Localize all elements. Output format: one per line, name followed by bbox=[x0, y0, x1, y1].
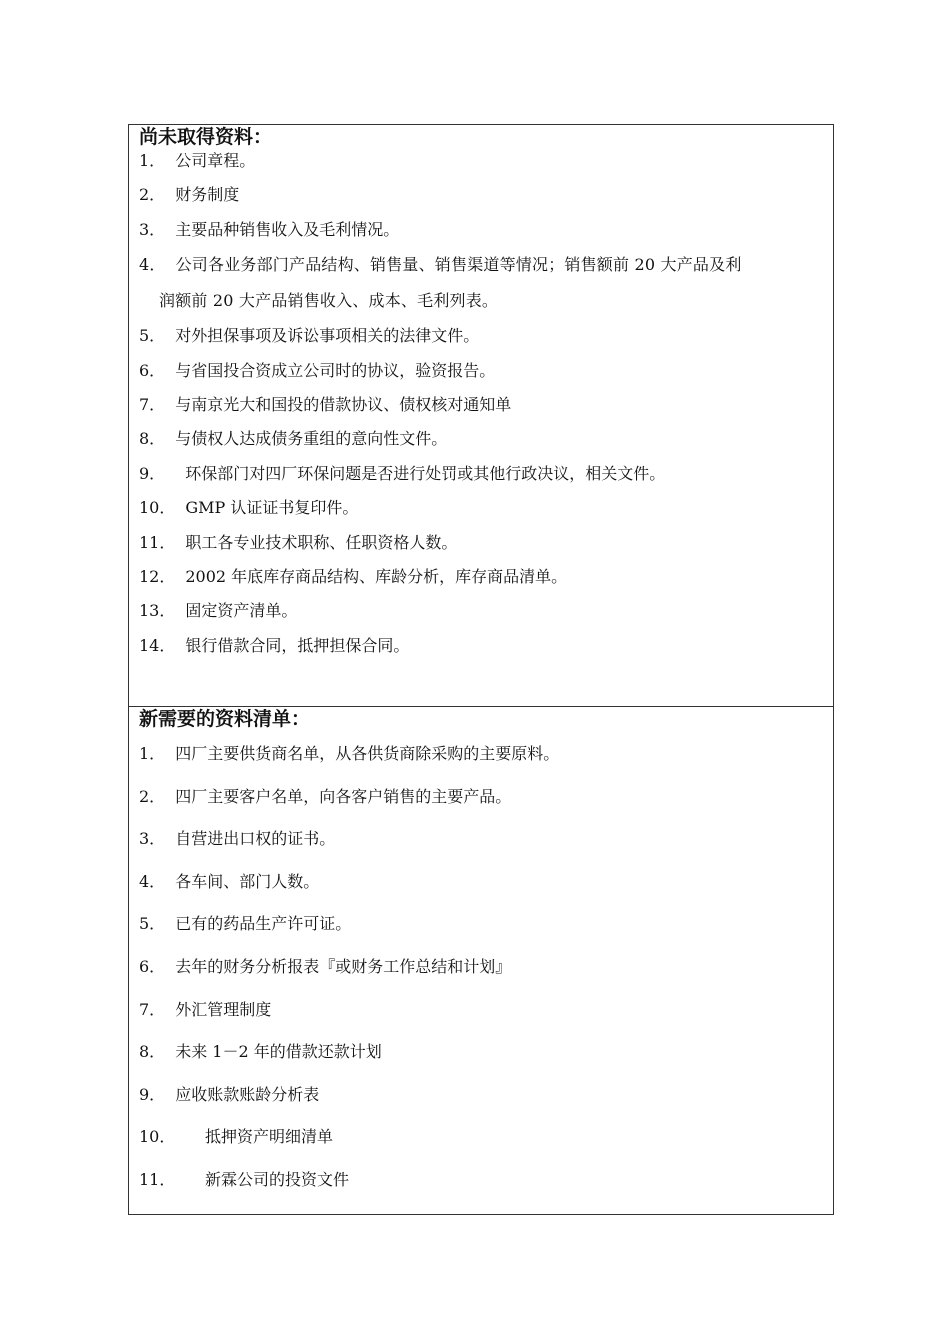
list-item bbox=[139, 776, 825, 819]
list-item bbox=[139, 733, 825, 776]
item-text: 环保部门对四厂环保问题是否进行处罚或其他行政决议，相关文件。 bbox=[185, 463, 666, 483]
item-number: 11． bbox=[139, 532, 176, 552]
item-text: 外汇管理制度 bbox=[175, 999, 272, 1019]
item-number: 4． bbox=[139, 255, 166, 275]
item-text: 新霖公司的投资文件 bbox=[205, 1169, 350, 1189]
item-number: 12． bbox=[139, 567, 176, 587]
item-text: 应收账款账龄分析表 bbox=[175, 1084, 320, 1104]
item-number: 8． bbox=[139, 1042, 166, 1062]
item-text: 四厂主要客户名单，向各客户销售的主要产品。 bbox=[175, 786, 512, 806]
item-text: 职工各专业技术职称、任职资格人数。 bbox=[185, 532, 458, 552]
item-text: 未来 1－2 年的借款还款计划 bbox=[175, 1042, 382, 1062]
required-materials-section bbox=[129, 707, 833, 1214]
item-text: 已有的药品生产许可证。 bbox=[175, 914, 352, 934]
item-number: 1． bbox=[139, 151, 166, 170]
item-number: 2． bbox=[139, 786, 166, 806]
item-number: 3． bbox=[139, 829, 166, 849]
item-number: 9． bbox=[139, 1084, 166, 1104]
list-item bbox=[139, 989, 825, 1032]
item-text: 对外担保事项及诉讼事项相关的法律文件。 bbox=[175, 326, 480, 346]
list-item bbox=[139, 946, 825, 989]
item-number: 1． bbox=[139, 744, 166, 763]
item-text: 各车间、部门人数。 bbox=[175, 871, 320, 891]
list-item bbox=[139, 629, 825, 663]
item-number: 10． bbox=[139, 498, 176, 518]
item-text: 公司章程。 bbox=[175, 151, 256, 170]
item-text: 与省国投合资成立公司时的协议，验资报告。 bbox=[175, 360, 496, 380]
item-text: 主要品种销售收入及毛利情况。 bbox=[175, 219, 400, 239]
list-item bbox=[139, 1159, 825, 1202]
list-item bbox=[139, 178, 825, 212]
item-number: 14． bbox=[139, 635, 176, 655]
item-text: GMP 认证证书复印件。 bbox=[185, 498, 359, 518]
item-number: 13． bbox=[139, 601, 176, 621]
item-text-continued: 润额前 20 大产品销售收入、成本、毛利列表。 bbox=[159, 291, 499, 311]
section-title: 新需要的资料清单： bbox=[139, 708, 311, 730]
item-number: 8． bbox=[139, 429, 166, 449]
item-text: 与南京光大和国投的借款协议、债权核对通知单 bbox=[175, 395, 512, 415]
item-text: 2002 年底库存商品结构、库龄分析，库存商品清单。 bbox=[185, 567, 568, 587]
list-item bbox=[139, 247, 825, 319]
item-text: 去年的财务分析报表『或财务工作总结和计划』 bbox=[175, 956, 512, 976]
item-number: 9． bbox=[139, 463, 166, 483]
list-item bbox=[139, 213, 825, 247]
section-title: 尚未取得资料： bbox=[139, 126, 273, 148]
pending-materials-list bbox=[139, 144, 825, 663]
item-number: 11． bbox=[139, 1169, 176, 1189]
list-item bbox=[139, 457, 825, 491]
item-number: 5． bbox=[139, 326, 166, 346]
list-item bbox=[139, 491, 825, 525]
item-text: 抵押资产明细清单 bbox=[205, 1127, 334, 1147]
document-table bbox=[128, 124, 834, 1215]
item-number: 7． bbox=[139, 395, 166, 415]
list-item bbox=[139, 526, 825, 560]
item-number: 2． bbox=[139, 185, 166, 205]
item-number: 6． bbox=[139, 956, 166, 976]
list-item bbox=[139, 560, 825, 594]
pending-materials-section bbox=[129, 125, 833, 707]
item-number: 7． bbox=[139, 999, 166, 1019]
item-number: 4． bbox=[139, 871, 166, 891]
item-text: 银行借款合同，抵押担保合同。 bbox=[185, 635, 410, 655]
list-item bbox=[139, 1074, 825, 1117]
list-item bbox=[139, 594, 825, 628]
list-item bbox=[139, 144, 825, 178]
item-number: 10． bbox=[139, 1127, 176, 1147]
item-number: 6． bbox=[139, 360, 166, 380]
item-text: 公司各业务部门产品结构、销售量、销售渠道等情况；销售额前 20 大产品及利 bbox=[175, 255, 742, 275]
required-materials-list bbox=[139, 733, 825, 1202]
list-item bbox=[139, 818, 825, 861]
list-item bbox=[139, 354, 825, 388]
list-item bbox=[139, 319, 825, 353]
item-text: 自营进出口权的证书。 bbox=[175, 829, 336, 849]
list-item bbox=[139, 388, 825, 422]
item-number: 3． bbox=[139, 219, 166, 239]
item-text: 固定资产清单。 bbox=[185, 601, 298, 621]
item-text: 与债权人达成债务重组的意向性文件。 bbox=[175, 429, 448, 449]
item-number: 5． bbox=[139, 914, 166, 934]
list-item bbox=[139, 1031, 825, 1074]
list-item bbox=[139, 903, 825, 946]
list-item bbox=[139, 1116, 825, 1159]
list-item bbox=[139, 422, 825, 456]
list-item bbox=[139, 861, 825, 904]
item-text: 四厂主要供货商名单，从各供货商除采购的主要原料。 bbox=[175, 744, 560, 763]
item-text: 财务制度 bbox=[175, 185, 240, 205]
